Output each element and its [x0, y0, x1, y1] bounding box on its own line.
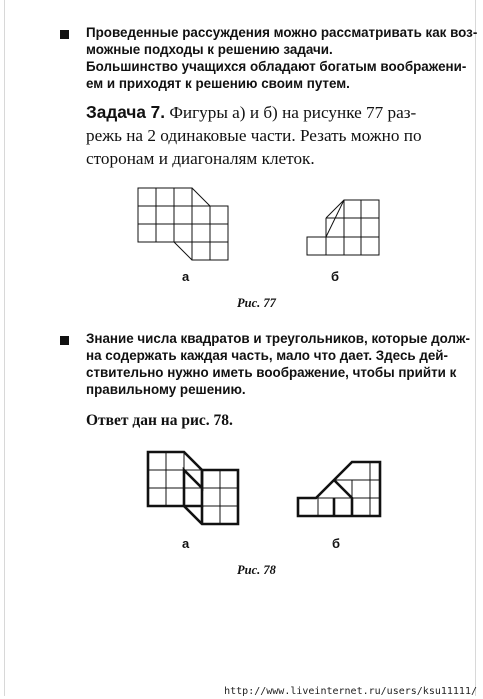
text-line: ем и приходят к решению своим путем. — [86, 76, 350, 91]
figure-77b — [307, 200, 381, 258]
text-line: можные подходы к решению задачи. — [86, 42, 333, 57]
text-line: Большинство учащихся обладают богатым воображени- — [86, 59, 467, 74]
bullet-marker — [60, 336, 69, 345]
diagonal-edge — [192, 188, 210, 206]
figure-outline — [307, 200, 379, 255]
diagonal-edge — [174, 242, 192, 260]
task-text-line: Фигуры а) и б) на рисунке 77 раз- — [165, 103, 417, 122]
figure-77a — [138, 188, 248, 260]
figure-77b-label: б — [331, 269, 340, 284]
figure-78a-label: а — [182, 536, 190, 551]
figure-outline — [298, 462, 380, 516]
task-text-line: режь на 2 одинаковые части. Резать можно по — [86, 126, 422, 145]
paragraph-intro — [86, 24, 478, 92]
text-line: ствительно нужно иметь воображение, чтобы прийти к — [86, 365, 457, 380]
grid-cell — [138, 206, 156, 224]
bullet-marker — [60, 30, 69, 39]
grid-cell — [192, 224, 210, 242]
grid-cell — [192, 242, 210, 260]
text-line: на содержать каждая часть, мало что дает. Здесь дей- — [86, 348, 448, 363]
grid-cell — [156, 188, 174, 206]
task-text-line: сторонам и диагоналям клеток. — [86, 149, 315, 168]
text-line: Знание числа квадратов и треугольников, которые долж- — [86, 331, 470, 346]
grid-cell — [210, 206, 228, 224]
grid-cell — [210, 224, 228, 242]
figure-78-caption: Рис. 78 — [237, 563, 276, 577]
grid-cell — [138, 188, 156, 206]
figure-77a-label: а — [182, 269, 190, 284]
figure-77-caption: Рис. 77 — [237, 296, 276, 310]
grid-line — [326, 200, 344, 218]
paragraph-hint — [86, 330, 470, 398]
task-title: Задача 7. — [86, 102, 166, 122]
grid-cell — [156, 224, 174, 242]
grid-cell — [174, 206, 192, 224]
piece-right — [184, 470, 238, 524]
figure-78b — [298, 462, 382, 518]
grid-cell — [174, 224, 192, 242]
grid-cell — [210, 242, 228, 260]
source-url[interactable]: http://www.liveinternet.ru/users/ksu11111/ — [224, 686, 477, 697]
grid-cell — [174, 188, 192, 206]
answer-text: Ответ дан на рис. 78. — [86, 412, 233, 429]
text-line: Проведенные рассуждения можно рассматривать как воз- — [86, 25, 478, 40]
grid-cell — [192, 206, 210, 224]
task-7 — [86, 101, 466, 170]
figure-78b-label: б — [332, 536, 341, 551]
text-line: правильному решению. — [86, 382, 246, 397]
grid-cell — [156, 206, 174, 224]
grid-cell — [138, 224, 156, 242]
figure-78a — [148, 452, 240, 527]
